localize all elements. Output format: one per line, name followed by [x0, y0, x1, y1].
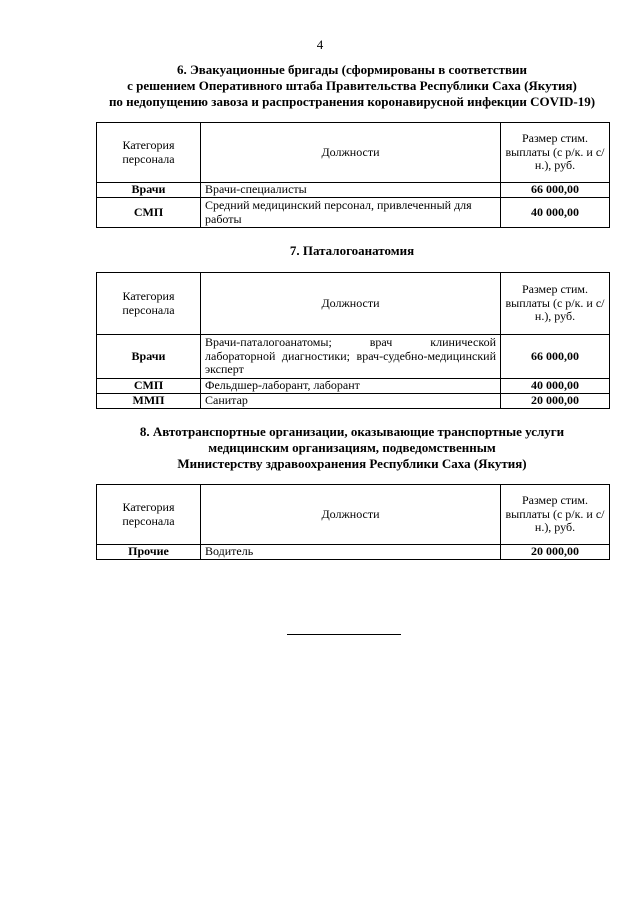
row-payment: 20 000,00 — [501, 545, 610, 560]
row-positions: Санитар — [201, 394, 501, 409]
row-category: СМП — [97, 379, 201, 394]
row-category: Врачи — [97, 335, 201, 379]
header-payment: Размер стим. выплаты (с р/к. и с/н.), руб. — [501, 273, 610, 335]
row-category: Врачи — [97, 183, 201, 198]
header-payment: Размер стим. выплаты (с р/к. и с/н.), руб. — [501, 123, 610, 183]
header-category: Категория персонала — [97, 123, 201, 183]
heading-line: по недопущению завоза и распространения коронавирусной инфекции COVID-19) — [108, 94, 596, 109]
header-positions: Должности — [201, 273, 501, 335]
table-row — [97, 379, 610, 394]
header-category: Категория персонала — [97, 273, 201, 335]
table-row — [97, 183, 610, 198]
row-category: ММП — [97, 394, 201, 409]
page-number: 4 — [316, 37, 324, 52]
heading-line: Министерству здравоохранения Республики Саха (Якутия) — [177, 456, 527, 471]
section-6-table — [96, 122, 610, 228]
table-row — [97, 198, 610, 228]
table-header-row — [97, 123, 610, 183]
heading-line: 6. Эвакуационные бригады (сформированы в соответствии — [176, 62, 528, 77]
header-positions: Должности — [201, 485, 501, 545]
row-positions: Фельдшер-лаборант, лаборант — [201, 379, 501, 394]
row-category: Прочие — [97, 545, 201, 560]
row-payment: 20 000,00 — [501, 394, 610, 409]
heading-line: медицинским организациям, подведомственным — [208, 440, 496, 455]
section-8-table — [96, 484, 610, 560]
table-header-row — [97, 273, 610, 335]
table-row — [97, 335, 610, 379]
table-header-row — [97, 485, 610, 545]
heading-line: 7. Паталогоанатомия — [289, 243, 415, 258]
heading-line: 8. Автотранспортные организации, оказывающие транспортные услуги — [139, 424, 565, 439]
section-8-heading — [60, 424, 640, 472]
table-row — [97, 545, 610, 560]
row-positions: Водитель — [201, 545, 501, 560]
row-payment: 66 000,00 — [501, 335, 610, 379]
section-7-heading — [60, 243, 640, 259]
header-positions: Должности — [201, 123, 501, 183]
row-category: СМП — [97, 198, 201, 228]
header-payment: Размер стим. выплаты (с р/к. и с/н.), руб. — [501, 485, 610, 545]
section-7-table — [96, 272, 610, 409]
row-payment: 40 000,00 — [501, 198, 610, 228]
row-payment: 40 000,00 — [501, 379, 610, 394]
header-category: Категория персонала — [97, 485, 201, 545]
closing-rule — [287, 634, 401, 635]
row-positions: Врачи-специалисты — [201, 183, 501, 198]
row-positions: Врачи-паталогоанатомы; врач клинической лабораторной диагностики; врач-судебно-медицинский эксперт — [201, 335, 501, 379]
row-positions: Средний медицинский персонал, привлеченный для работы — [201, 198, 501, 228]
row-payment: 66 000,00 — [501, 183, 610, 198]
table-row — [97, 394, 610, 409]
section-6-heading — [60, 62, 640, 110]
heading-line: с решением Оперативного штаба Правительства Республики Саха (Якутия) — [127, 78, 577, 93]
